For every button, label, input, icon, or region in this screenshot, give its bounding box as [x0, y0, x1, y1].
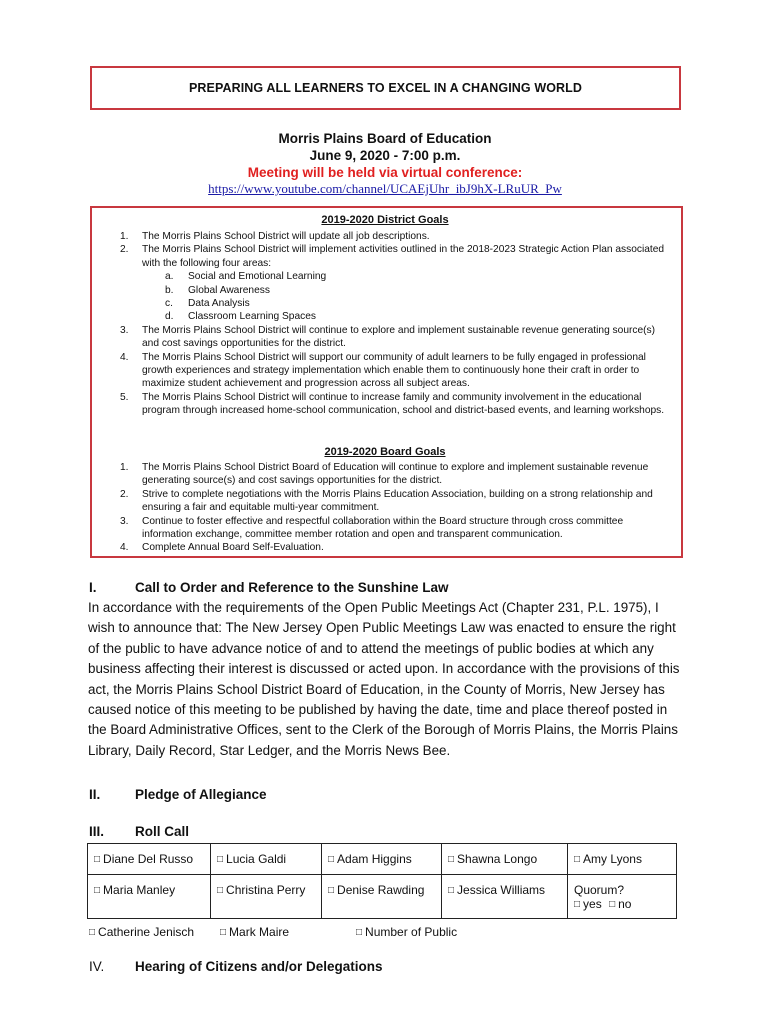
member-name: Amy Lyons — [583, 852, 642, 866]
checkbox-icon[interactable]: □ — [448, 885, 455, 896]
quorum-cell — [568, 875, 677, 919]
list-item — [0, 243, 770, 270]
sub-list-item — [0, 310, 770, 323]
member-name: Jessica Williams — [457, 883, 546, 897]
list-number: 3. — [120, 515, 129, 527]
list-item — [0, 541, 770, 554]
list-number: 5. — [120, 391, 129, 403]
roll-call-member[interactable] — [220, 925, 289, 939]
member-name: Denise Rawding — [337, 883, 425, 897]
roll-call-member[interactable] — [88, 875, 211, 919]
list-text: Continue to foster effective and respectful collaboration within the Board structure through cross committee information exchange, committee member rotation and open and transparent communication. — [142, 515, 624, 541]
section-number: IV. — [89, 959, 105, 974]
list-number: 4. — [120, 542, 129, 554]
meeting-header — [0, 130, 770, 197]
member-name: Mark Maire — [229, 925, 290, 939]
board-goals-list — [0, 461, 770, 555]
list-item — [0, 488, 770, 515]
list-number: 2. — [120, 488, 129, 500]
list-letter: a. — [165, 271, 174, 283]
list-text: Social and Emotional Learning — [188, 271, 327, 283]
list-item — [0, 324, 770, 351]
sub-list-item — [0, 270, 770, 283]
section-number: III. — [89, 824, 105, 839]
member-name: Christina Perry — [226, 883, 306, 897]
roll-call-table — [87, 843, 677, 919]
checkbox-icon[interactable]: □ — [220, 927, 227, 938]
quorum-options — [574, 897, 670, 911]
list-text: Data Analysis — [188, 298, 250, 310]
table-row — [88, 875, 677, 919]
quorum-no: no — [618, 897, 632, 911]
section-number: I. — [89, 580, 97, 595]
motto-text: PREPARING ALL LEARNERS TO EXCEL IN A CHANGING WORLD — [188, 81, 583, 95]
motto-banner — [90, 66, 681, 110]
list-letter: d. — [165, 311, 174, 323]
list-text: Global Awareness — [188, 284, 270, 296]
list-text: The Morris Plains School District will continue to increase family and community involvement in the educational program through increased home-school communication, school and district-based events, and learning workshops. — [142, 391, 665, 417]
checkbox-icon[interactable]: □ — [94, 885, 101, 896]
list-item — [0, 391, 770, 418]
list-number: 4. — [120, 351, 129, 363]
list-text: The Morris Plains School District will continue to explore and implement sustainable revenue generating source(s) and cost savings opportunities for the district. — [142, 324, 656, 350]
member-name: Catherine Jenisch — [98, 925, 195, 939]
member-name: Maria Manley — [103, 883, 176, 897]
list-item — [0, 461, 770, 488]
list-item — [0, 515, 770, 542]
roll-call-member[interactable] — [442, 875, 568, 919]
checkbox-icon[interactable]: □ — [328, 885, 335, 896]
list-text: The Morris Plains School District Board of Education will continue to explore and implement sustainable revenue generating source(s) and cost savings opportunities for the district. — [142, 462, 649, 487]
list-letter: c. — [165, 298, 173, 310]
quorum-yes: yes — [583, 897, 602, 911]
district-goals-list — [0, 230, 770, 418]
list-number: 3. — [120, 324, 129, 336]
checkbox-icon[interactable]: □ — [89, 927, 96, 938]
list-text: The Morris Plains School District will implement activities outlined in the 2018-2023 Strategic Action Plan associated with the following four areas: — [142, 244, 665, 269]
board-goals-title: 2019-2020 Board Goals — [324, 446, 446, 458]
roll-call-member[interactable] — [322, 844, 442, 875]
meeting-date: June 9, 2020 - 7:00 p.m. — [309, 148, 461, 163]
youtube-link[interactable]: https://www.youtube.com/channel/UCAEjUhr_ibJ9hX-LRuUR_Pw — [208, 181, 562, 196]
roll-call-member[interactable] — [568, 844, 677, 875]
list-text: The Morris Plains School District will update all job descriptions. — [142, 231, 430, 242]
checkbox-icon[interactable]: □ — [574, 854, 581, 865]
sub-list-item — [0, 297, 770, 310]
quorum-label: Quorum? — [574, 883, 625, 897]
checkbox-icon[interactable]: □ — [609, 899, 616, 910]
roll-call-member[interactable] — [211, 875, 322, 919]
roll-call-member[interactable] — [88, 844, 211, 875]
board-name: Morris Plains Board of Education — [278, 131, 492, 146]
list-number: 2. — [120, 244, 129, 256]
list-item — [0, 230, 770, 243]
list-item — [0, 351, 770, 391]
checkbox-icon[interactable]: □ — [217, 854, 224, 865]
member-name: Lucia Galdi — [226, 852, 287, 866]
checkbox-icon[interactable]: □ — [574, 899, 581, 910]
section-title: Call to Order and Reference to the Sunshine Law — [135, 580, 449, 595]
list-number: 1. — [120, 231, 129, 242]
checkbox-icon[interactable]: □ — [94, 854, 101, 865]
public-count-label: Number of Public — [365, 925, 458, 939]
list-number: 1. — [120, 462, 129, 473]
section-title: Hearing of Citizens and/or Delegations — [135, 959, 383, 974]
number-of-public[interactable] — [356, 925, 457, 939]
table-row — [88, 844, 677, 875]
member-name: Shawna Longo — [457, 852, 538, 866]
checkbox-icon[interactable]: □ — [217, 885, 224, 896]
sub-list-item — [0, 284, 770, 297]
district-goals-title: 2019-2020 District Goals — [321, 214, 449, 226]
virtual-notice: Meeting will be held via virtual conference: — [247, 165, 523, 180]
section-title: Roll Call — [135, 824, 190, 839]
list-text: Classroom Learning Spaces — [188, 311, 316, 323]
member-name: Diane Del Russo — [103, 852, 194, 866]
roll-call-member[interactable] — [89, 925, 194, 939]
checkbox-icon[interactable]: □ — [328, 854, 335, 865]
list-text: Complete Annual Board Self-Evaluation. — [142, 542, 324, 554]
sunshine-statement: In accordance with the requirements of the Open Public Meetings Act (Chapter 231, P.L. 1975), I wish to announce that: The New Jersey Open Public Meetings Law was enacted to ensure the right of the public to have advance notice of and to attend the meetings of public bodies at which any business affecting their interest is discussed or acted upon. In accordance with the provisions of this act, the Morris Plains School District Board of Education, in the County of Morris, New Jersey has caused notice of this meeting to be published by having the date, time and place thereof posted in the Board Administrative Offices, sent to the Clerk of the Borough of Morris Plains, the Morris Plains Library, Daily Record, Star Ledger, and the Morris News Bee. — [88, 600, 680, 758]
list-text: The Morris Plains School District will support our community of adult learners to be fully engaged in professional growth experiences and strategy implementation which enable them to continuously hone their craft in order to maximize student achievement and progression across all subject areas. — [142, 351, 646, 390]
roll-call-member[interactable] — [322, 875, 442, 919]
section-number: II. — [89, 787, 101, 802]
member-name: Adam Higgins — [337, 852, 412, 866]
checkbox-icon[interactable]: □ — [356, 927, 363, 938]
checkbox-icon[interactable]: □ — [448, 854, 455, 865]
section-title: Pledge of Allegiance — [135, 787, 267, 802]
list-letter: b. — [165, 284, 174, 296]
roll-call-member[interactable] — [442, 844, 568, 875]
list-text: Strive to complete negotiations with the Morris Plains Education Association, building on a strong relationship and ensuring a fair and equitable multi-year commitment. — [142, 488, 653, 514]
roll-call-member[interactable] — [211, 844, 322, 875]
